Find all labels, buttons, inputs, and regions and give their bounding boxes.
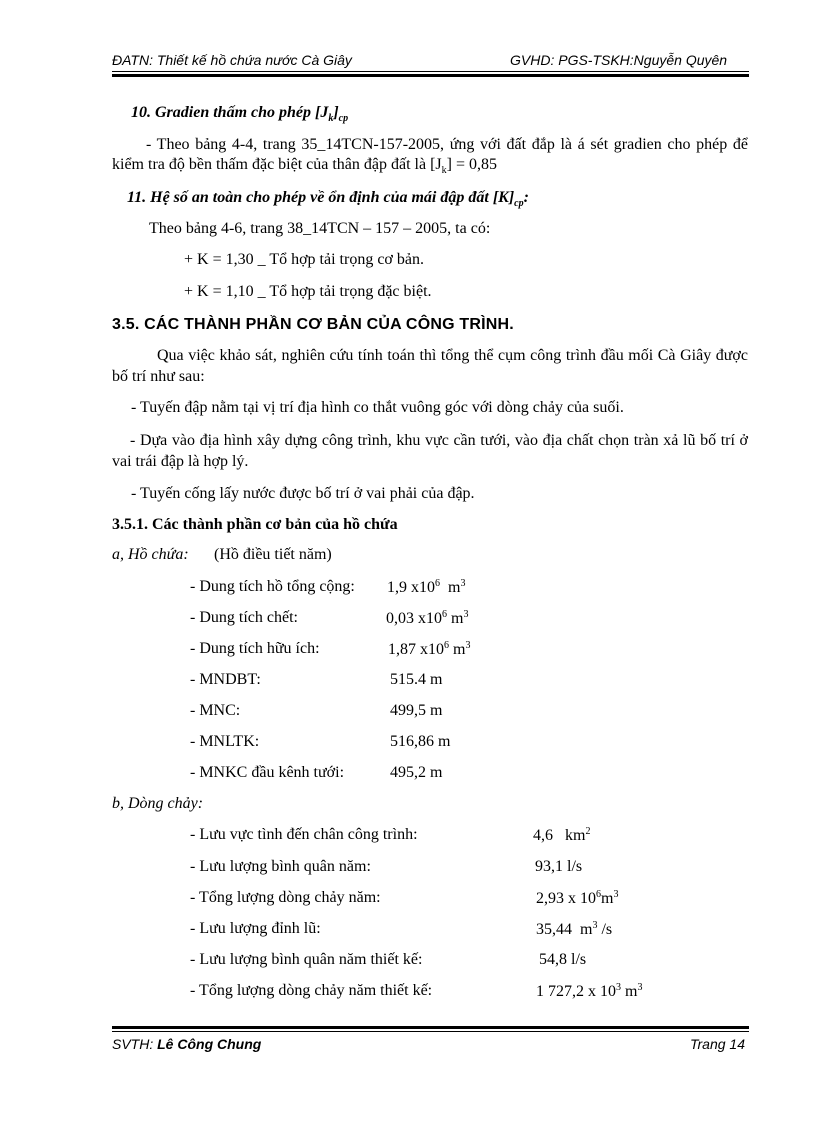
section-3-5-bullet-3: - Tuyến cống lấy nước được bố trí ở vai phải của đập. [131, 485, 475, 502]
section-3-5-1-title: 3.5.1. Các thành phần cơ bản của hồ chứa [112, 516, 398, 533]
item10-title: 10. Gradien thấm cho phép $[J_k]_{cp}$ [131, 104, 349, 124]
item11-k-special: + K = 1,10 _ Tổ hợp tải trọng đặc biệt. [184, 283, 432, 300]
flow-item-value: 35,44 $m^3$ /s [536, 920, 613, 938]
footer-rule-thick [112, 1026, 749, 1029]
flow-item-label: - Lưu lượng đỉnh lũ: [190, 920, 321, 937]
reservoir-item-value: 1,87 $x10^6$ $m^3$ [388, 640, 471, 658]
flow-label: b, Dòng chảy: [112, 795, 204, 812]
item10-paragraph: - Theo bảng 4-4, trang 35_14TCN-157-2005, ứng với đất đắp là á sét gradien cho phép để kiểm tra độ bền thấm đặc biệt của thân đập đất là $[J_k] = 0,85$ [112, 136, 748, 176]
flow-item-value: 54,8 l/s [539, 951, 587, 968]
flow-item-value: 93,1 l/s [535, 858, 583, 875]
reservoir-item-value: 499,5 m [390, 702, 443, 719]
flow-item-label: - Lưu lượng bình quân năm thiết kế: [190, 951, 423, 968]
flow-item-label: - Tổng lượng dòng chảy năm: [190, 889, 381, 906]
reservoir-item-value: 0,03 $x10^6$ $m^3$ [386, 609, 469, 627]
header-left: ĐATN: Thiết kế hồ chứa nước Cà Giây [112, 52, 352, 68]
reservoir-item-value: 515.4 m [390, 671, 443, 688]
reservoir-item-value: 1,9 $x10^6$ $m^3$ [387, 578, 466, 596]
reservoir-label: a, Hồ chứa: [112, 546, 189, 563]
item11-intro: Theo bảng 4-6, trang 38_14TCN – 157 – 2005, ta có: [149, 220, 491, 237]
reservoir-item-label: - Dung tích hữu ích: [190, 640, 320, 657]
section-3-5-bullet-2: - Dựa vào địa hình xây dựng công trình, khu vực cần tưới, vào địa chất chọn tràn xả lũ bố trí ở vai trái đập là hợp lý. [112, 432, 748, 470]
reservoir-item-value: 516,86 m [390, 733, 451, 750]
flow-item-label: - Tổng lượng dòng chảy năm thiết kế: [190, 982, 433, 999]
section-3-5-intro: Qua việc khảo sát, nghiên cứu tính toán thì tổng thể cụm công trình đầu mối Cà Giây được bố trí như sau: [112, 347, 748, 385]
flow-item-label: - Lưu vực tình đến chân công trình: [190, 826, 418, 843]
reservoir-item-label: - MNDBT: [190, 671, 261, 688]
header-rule-thick [112, 74, 749, 77]
section-3-5-bullet-1: - Tuyến đập nằm tại vị trí địa hình co thắt vuông góc với dòng chảy của suối. [131, 399, 624, 416]
reservoir-item-label: - Dung tích chết: [190, 609, 298, 626]
footer-rule-thin [112, 1031, 749, 1032]
flow-item-label: - Lưu lượng bình quân năm: [190, 858, 371, 875]
item11-k-basic: + K = 1,30 _ Tổ hợp tải trọng cơ bản. [184, 251, 424, 268]
flow-item-value: 4,6 $km^2$ [533, 826, 591, 844]
header-rule-thin [112, 71, 749, 72]
header-right: GVHD: PGS-TSKH:Nguyễn Quyên [510, 52, 728, 68]
flow-item-value: 1 727,2 x $10^3$ $m^3$ [536, 982, 643, 1000]
section-3-5-title: 3.5. CÁC THÀNH PHẦN CƠ BẢN CỦA CÔNG TRÌNH. [112, 316, 514, 333]
reservoir-item-label: - MNKC đầu kênh tưới: [190, 764, 345, 781]
item11-title: 11. Hệ số an toàn cho phép về ổn định của mái đập đất $[K]_{cp}$: [127, 189, 529, 209]
footer-student: SVTH: Lê Công Chung [112, 1036, 262, 1052]
reservoir-item-label: - Dung tích hồ tổng cộng: [190, 578, 355, 595]
reservoir-note: (Hồ điều tiết năm) [214, 546, 332, 563]
footer-page-number: Trang 14 [690, 1036, 745, 1052]
reservoir-item-label: - MNC: [190, 702, 241, 719]
flow-item-value: 2,93 x $10^6m^3$ [536, 889, 619, 907]
reservoir-item-label: - MNLTK: [190, 733, 260, 750]
reservoir-item-value: 495,2 m [390, 764, 443, 781]
